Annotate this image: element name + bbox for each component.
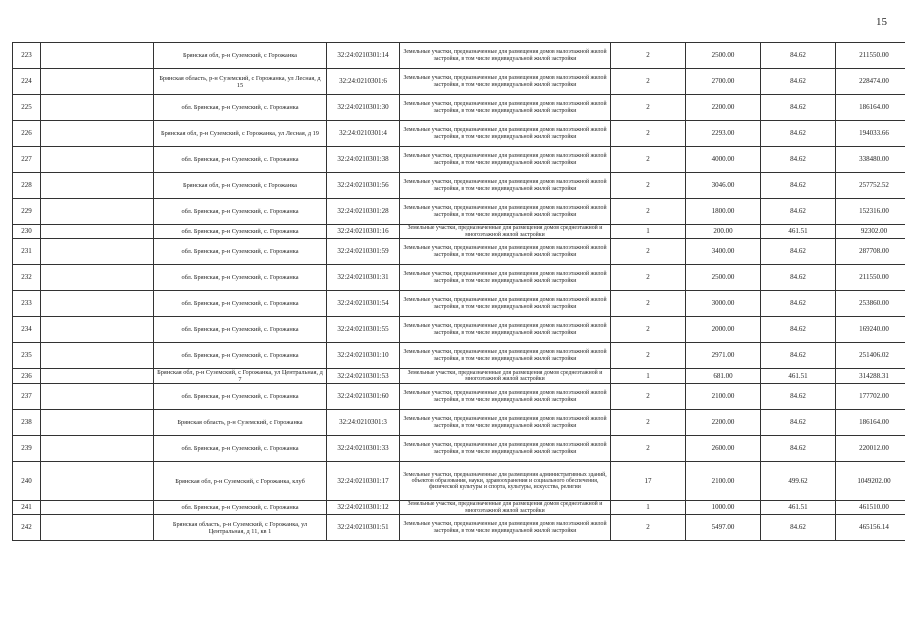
cadastral-value-cell: 257752.52 xyxy=(836,173,905,199)
group-code-cell: 2 xyxy=(611,43,686,69)
table-row xyxy=(13,239,905,265)
address-cell: Брянская область, р-н Суземский, с Горожанка xyxy=(154,410,327,436)
spacer-cell xyxy=(41,501,154,515)
row-number-cell: 225 xyxy=(13,95,41,121)
row-number-cell: 230 xyxy=(13,225,41,239)
address-cell: обл. Брянская, р-н Суземский, с. Горожанка xyxy=(154,436,327,462)
area-cell: 4000.00 xyxy=(686,147,761,173)
cadastral-value-cell: 228474.00 xyxy=(836,69,905,95)
table-row xyxy=(13,225,905,239)
cadastral-value-cell: 461510.00 xyxy=(836,501,905,515)
row-number-cell: 228 xyxy=(13,173,41,199)
row-number-cell: 236 xyxy=(13,369,41,384)
specific-value-cell: 84.62 xyxy=(761,291,836,317)
cadastral-value-cell: 253860.00 xyxy=(836,291,905,317)
cadastral-value-cell: 186164.00 xyxy=(836,410,905,436)
cadastral-number-cell: 32:24:0210301:3 xyxy=(327,410,400,436)
table-row xyxy=(13,69,905,95)
group-code-cell: 2 xyxy=(611,121,686,147)
specific-value-cell: 84.62 xyxy=(761,121,836,147)
address-cell: Брянская обл, р-н Суземский, с Горожанка, ул Центральная, д 7 xyxy=(154,369,327,384)
row-number-cell: 229 xyxy=(13,199,41,225)
spacer-cell xyxy=(41,199,154,225)
group-code-cell: 2 xyxy=(611,199,686,225)
address-cell: Брянская обл, р-н Суземский, с Горожанка, клуб xyxy=(154,462,327,501)
cadastral-value-cell: 211550.00 xyxy=(836,265,905,291)
specific-value-cell: 84.62 xyxy=(761,239,836,265)
area-cell: 2200.00 xyxy=(686,95,761,121)
cadastral-value-cell: 314288.31 xyxy=(836,369,905,384)
address-cell: Брянская область, р-н Суземский, с Горожанка, ул Центральная, д 11, кв 1 xyxy=(154,515,327,541)
spacer-cell xyxy=(41,462,154,501)
spacer-cell xyxy=(41,515,154,541)
row-number-cell: 227 xyxy=(13,147,41,173)
spacer-cell xyxy=(41,225,154,239)
area-cell: 2293.00 xyxy=(686,121,761,147)
group-code-cell: 2 xyxy=(611,239,686,265)
cadastral-number-cell: 32:24:0210301:16 xyxy=(327,225,400,239)
row-number-cell: 226 xyxy=(13,121,41,147)
group-code-cell: 2 xyxy=(611,384,686,410)
table-row xyxy=(13,317,905,343)
cadastral-number-cell: 32:24:0210301:53 xyxy=(327,369,400,384)
cadastral-number-cell: 32:24:0210301:6 xyxy=(327,69,400,95)
area-cell: 3000.00 xyxy=(686,291,761,317)
cadastral-number-cell: 32:24:0210301:55 xyxy=(327,317,400,343)
land-category-cell: Земельные участки, предназначенные для размещения домов малоэтажной жилой застройки, в том числе индивидуальной жилой застройки xyxy=(400,43,611,69)
table-row xyxy=(13,43,905,69)
cadastral-number-cell: 32:24:0210301:59 xyxy=(327,239,400,265)
land-category-cell: Земельные участки, предназначенные для размещения домов малоэтажной жилой застройки, в том числе индивидуальной жилой застройки xyxy=(400,147,611,173)
specific-value-cell: 84.62 xyxy=(761,436,836,462)
row-number-cell: 234 xyxy=(13,317,41,343)
land-category-cell: Земельные участки, предназначенные для размещения домов малоэтажной жилой застройки, в том числе индивидуальной жилой застройки xyxy=(400,410,611,436)
area-cell: 2600.00 xyxy=(686,436,761,462)
land-registry-table xyxy=(12,42,905,541)
table-row xyxy=(13,436,905,462)
spacer-cell xyxy=(41,69,154,95)
cadastral-number-cell: 32:24:0210301:33 xyxy=(327,436,400,462)
area-cell: 2971.00 xyxy=(686,343,761,369)
area-cell: 3400.00 xyxy=(686,239,761,265)
group-code-cell: 2 xyxy=(611,343,686,369)
spacer-cell xyxy=(41,291,154,317)
address-cell: Брянская область, р-н Суземский, с Горожанка, ул Лесная, д 15 xyxy=(154,69,327,95)
area-cell: 2700.00 xyxy=(686,69,761,95)
row-number-cell: 224 xyxy=(13,69,41,95)
address-cell: обл. Брянская, р-н Суземский, с. Горожанка xyxy=(154,147,327,173)
cadastral-value-cell: 92302.00 xyxy=(836,225,905,239)
row-number-cell: 232 xyxy=(13,265,41,291)
area-cell: 3046.00 xyxy=(686,173,761,199)
address-cell: обл. Брянская, р-н Суземский, с. Горожанка xyxy=(154,199,327,225)
land-category-cell: Земельные участки, предназначенные для размещения домов малоэтажной жилой застройки, в том числе индивидуальной жилой застройки xyxy=(400,265,611,291)
spacer-cell xyxy=(41,265,154,291)
spacer-cell xyxy=(41,410,154,436)
table-row xyxy=(13,121,905,147)
address-cell: Брянская обл, р-н Суземский, с Горожанка xyxy=(154,43,327,69)
land-category-cell: Земельные участки, предназначенные для размещения домов малоэтажной жилой застройки, в том числе индивидуальной жилой застройки xyxy=(400,121,611,147)
specific-value-cell: 84.62 xyxy=(761,147,836,173)
cadastral-number-cell: 32:24:0210301:4 xyxy=(327,121,400,147)
table-row xyxy=(13,410,905,436)
cadastral-number-cell: 32:24:0210301:60 xyxy=(327,384,400,410)
cadastral-number-cell: 32:24:0210301:38 xyxy=(327,147,400,173)
specific-value-cell: 461.51 xyxy=(761,369,836,384)
address-cell: обл. Брянская, р-н Суземский, с. Горожанка xyxy=(154,239,327,265)
group-code-cell: 2 xyxy=(611,265,686,291)
cadastral-value-cell: 211550.00 xyxy=(836,43,905,69)
spacer-cell xyxy=(41,369,154,384)
area-cell: 2100.00 xyxy=(686,462,761,501)
specific-value-cell: 84.62 xyxy=(761,317,836,343)
table-row xyxy=(13,515,905,541)
table-row xyxy=(13,501,905,515)
cadastral-value-cell: 177702.00 xyxy=(836,384,905,410)
land-category-cell: Земельные участки, предназначенные для размещения домов малоэтажной жилой застройки, в том числе индивидуальной жилой застройки xyxy=(400,436,611,462)
table-row xyxy=(13,173,905,199)
group-code-cell: 2 xyxy=(611,95,686,121)
group-code-cell: 1 xyxy=(611,501,686,515)
cadastral-number-cell: 32:24:0210301:17 xyxy=(327,462,400,501)
specific-value-cell: 84.62 xyxy=(761,173,836,199)
cadastral-value-cell: 338480.00 xyxy=(836,147,905,173)
group-code-cell: 1 xyxy=(611,369,686,384)
land-category-cell: Земельные участки, предназначенные для размещения домов малоэтажной жилой застройки, в том числе индивидуальной жилой застройки xyxy=(400,317,611,343)
group-code-cell: 2 xyxy=(611,147,686,173)
cadastral-value-cell: 194033.66 xyxy=(836,121,905,147)
area-cell: 2100.00 xyxy=(686,384,761,410)
group-code-cell: 17 xyxy=(611,462,686,501)
table-row xyxy=(13,199,905,225)
land-category-cell: Земельные участки, предназначенные для размещения домов среднеэтажной и многоэтажной жилой застройки xyxy=(400,225,611,239)
row-number-cell: 239 xyxy=(13,436,41,462)
area-cell: 1000.00 xyxy=(686,501,761,515)
cadastral-value-cell: 251406.02 xyxy=(836,343,905,369)
area-cell: 2500.00 xyxy=(686,43,761,69)
row-number-cell: 223 xyxy=(13,43,41,69)
area-cell: 200.00 xyxy=(686,225,761,239)
specific-value-cell: 84.62 xyxy=(761,343,836,369)
address-cell: обл. Брянская, р-н Суземский, с. Горожанка xyxy=(154,384,327,410)
group-code-cell: 1 xyxy=(611,225,686,239)
address-cell: Брянская обл, р-н Суземский, с Горожанка xyxy=(154,173,327,199)
cadastral-value-cell: 186164.00 xyxy=(836,95,905,121)
spacer-cell xyxy=(41,436,154,462)
specific-value-cell: 84.62 xyxy=(761,265,836,291)
specific-value-cell: 84.62 xyxy=(761,384,836,410)
page-number: 15 xyxy=(876,16,887,28)
row-number-cell: 235 xyxy=(13,343,41,369)
row-number-cell: 241 xyxy=(13,501,41,515)
group-code-cell: 2 xyxy=(611,291,686,317)
cadastral-value-cell: 169240.00 xyxy=(836,317,905,343)
cadastral-number-cell: 32:24:0210301:51 xyxy=(327,515,400,541)
specific-value-cell: 499.62 xyxy=(761,462,836,501)
cadastral-number-cell: 32:24:0210301:56 xyxy=(327,173,400,199)
row-number-cell: 240 xyxy=(13,462,41,501)
spacer-cell xyxy=(41,95,154,121)
spacer-cell xyxy=(41,384,154,410)
address-cell: обл. Брянская, р-н Суземский, с. Горожанка xyxy=(154,343,327,369)
table-row xyxy=(13,95,905,121)
group-code-cell: 2 xyxy=(611,317,686,343)
spacer-cell xyxy=(41,173,154,199)
spacer-cell xyxy=(41,121,154,147)
specific-value-cell: 84.62 xyxy=(761,95,836,121)
table-row xyxy=(13,462,905,501)
row-number-cell: 238 xyxy=(13,410,41,436)
cadastral-number-cell: 32:24:0210301:10 xyxy=(327,343,400,369)
address-cell: обл. Брянская, р-н Суземский, с. Горожанка xyxy=(154,317,327,343)
spacer-cell xyxy=(41,43,154,69)
area-cell: 1800.00 xyxy=(686,199,761,225)
specific-value-cell: 84.62 xyxy=(761,410,836,436)
land-category-cell: Земельные участки, предназначенные для размещения домов малоэтажной жилой застройки, в том числе индивидуальной жилой застройки xyxy=(400,69,611,95)
land-category-cell: Земельные участки, предназначенные для размещения домов малоэтажной жилой застройки, в том числе индивидуальной жилой застройки xyxy=(400,239,611,265)
cadastral-number-cell: 32:24:0210301:12 xyxy=(327,501,400,515)
group-code-cell: 2 xyxy=(611,515,686,541)
specific-value-cell: 84.62 xyxy=(761,199,836,225)
address-cell: обл. Брянская, р-н Суземский, с. Горожанка xyxy=(154,225,327,239)
cadastral-number-cell: 32:24:0210301:14 xyxy=(327,43,400,69)
area-cell: 2000.00 xyxy=(686,317,761,343)
land-category-cell: Земельные участки, предназначенные для размещения домов малоэтажной жилой застройки, в том числе индивидуальной жилой застройки xyxy=(400,291,611,317)
address-cell: Брянская обл, р-н Суземский, с Горожанка, ул Лесная, д 19 xyxy=(154,121,327,147)
table-row xyxy=(13,147,905,173)
cadastral-value-cell: 465156.14 xyxy=(836,515,905,541)
row-number-cell: 242 xyxy=(13,515,41,541)
row-number-cell: 237 xyxy=(13,384,41,410)
cadastral-value-cell: 220012.00 xyxy=(836,436,905,462)
area-cell: 681.00 xyxy=(686,369,761,384)
group-code-cell: 2 xyxy=(611,410,686,436)
table-row xyxy=(13,384,905,410)
specific-value-cell: 461.51 xyxy=(761,501,836,515)
cadastral-value-cell: 287708.00 xyxy=(836,239,905,265)
specific-value-cell: 84.62 xyxy=(761,515,836,541)
area-cell: 5497.00 xyxy=(686,515,761,541)
specific-value-cell: 461.51 xyxy=(761,225,836,239)
land-category-cell: Земельные участки, предназначенные для размещения административных зданий, объектов образования, науки, здравоохранения и социального обеспечения, физической культуры и спорта, культуры, искусства, религии xyxy=(400,462,611,501)
group-code-cell: 2 xyxy=(611,436,686,462)
cadastral-number-cell: 32:24:0210301:54 xyxy=(327,291,400,317)
area-cell: 2200.00 xyxy=(686,410,761,436)
land-category-cell: Земельные участки, предназначенные для размещения домов малоэтажной жилой застройки, в том числе индивидуальной жилой застройки xyxy=(400,173,611,199)
land-category-cell: Земельные участки, предназначенные для размещения домов малоэтажной жилой застройки, в том числе индивидуальной жилой застройки xyxy=(400,199,611,225)
address-cell: обл. Брянская, р-н Суземский, с. Горожанка xyxy=(154,265,327,291)
address-cell: обл. Брянская, р-н Суземский, с. Горожанка xyxy=(154,501,327,515)
land-category-cell: Земельные участки, предназначенные для размещения домов среднеэтажной и многоэтажной жилой застройки xyxy=(400,369,611,384)
table-row xyxy=(13,343,905,369)
land-category-cell: Земельные участки, предназначенные для размещения домов малоэтажной жилой застройки, в том числе индивидуальной жилой застройки xyxy=(400,343,611,369)
specific-value-cell: 84.62 xyxy=(761,69,836,95)
land-category-cell: Земельные участки, предназначенные для размещения домов малоэтажной жилой застройки, в том числе индивидуальной жилой застройки xyxy=(400,515,611,541)
cadastral-value-cell: 1049202.00 xyxy=(836,462,905,501)
cadastral-value-cell: 152316.00 xyxy=(836,199,905,225)
spacer-cell xyxy=(41,343,154,369)
table-row xyxy=(13,291,905,317)
address-cell: обл. Брянская, р-н Суземский, с. Горожанка xyxy=(154,95,327,121)
spacer-cell xyxy=(41,239,154,265)
address-cell: обл. Брянская, р-н Суземский, с. Горожанка xyxy=(154,291,327,317)
cadastral-number-cell: 32:24:0210301:28 xyxy=(327,199,400,225)
spacer-cell xyxy=(41,317,154,343)
table-row xyxy=(13,369,905,384)
cadastral-number-cell: 32:24:0210301:30 xyxy=(327,95,400,121)
area-cell: 2500.00 xyxy=(686,265,761,291)
specific-value-cell: 84.62 xyxy=(761,43,836,69)
cadastral-number-cell: 32:24:0210301:31 xyxy=(327,265,400,291)
row-number-cell: 233 xyxy=(13,291,41,317)
spacer-cell xyxy=(41,147,154,173)
land-category-cell: Земельные участки, предназначенные для размещения домов малоэтажной жилой застройки, в том числе индивидуальной жилой застройки xyxy=(400,384,611,410)
group-code-cell: 2 xyxy=(611,69,686,95)
land-category-cell: Земельные участки, предназначенные для размещения домов малоэтажной жилой застройки, в том числе индивидуальной жилой застройки xyxy=(400,95,611,121)
table-row xyxy=(13,265,905,291)
land-category-cell: Земельные участки, предназначенные для размещения домов среднеэтажной и многоэтажной жилой застройки xyxy=(400,501,611,515)
row-number-cell: 231 xyxy=(13,239,41,265)
group-code-cell: 2 xyxy=(611,173,686,199)
